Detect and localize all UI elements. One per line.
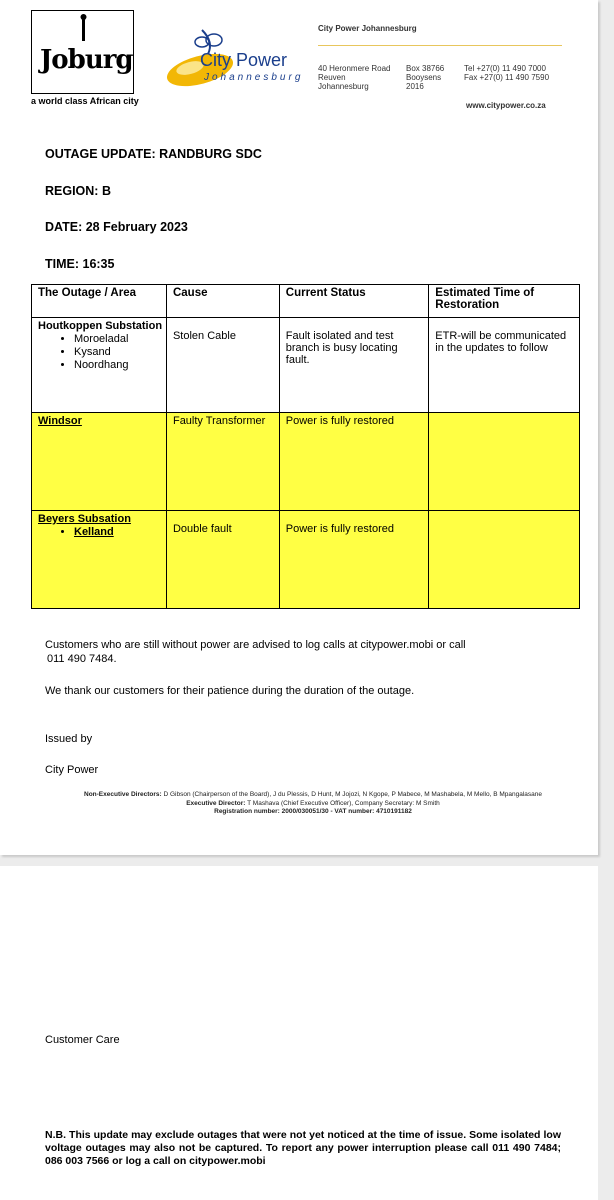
thanks-text: We thank our customers for their patience during the duration of the outage. — [45, 685, 415, 697]
customer-care: Customer Care — [45, 1034, 120, 1046]
list-item: • Noordhang — [74, 359, 160, 371]
sub-area-list — [38, 333, 160, 371]
fax-line: Fax +27(0) 11 490 7590 — [464, 73, 550, 82]
phone-block — [464, 64, 549, 82]
advice-line: Customers who are still without power are advised to log calls at citypower.mobi or call — [45, 639, 466, 651]
time: TIME: 16:35 — [45, 257, 115, 271]
header-cause: Cause — [166, 285, 279, 318]
cause-cell: Double fault — [166, 511, 279, 609]
etr-cell — [429, 413, 580, 511]
area-cell — [32, 318, 167, 413]
company-name: City Power Johannesburg — [318, 24, 417, 33]
cause-cell: Stolen Cable — [166, 318, 279, 413]
box-block — [406, 64, 444, 91]
address-block — [318, 64, 390, 91]
header-etr: Estimated Time of Restoration — [429, 285, 580, 318]
table-row — [32, 511, 580, 609]
cause-cell: Faulty Transformer — [166, 413, 279, 511]
area-cell — [32, 511, 167, 609]
header-divider — [318, 45, 562, 46]
status-cell: Power is fully restored — [279, 413, 429, 511]
exec-label: Executive Director: — [186, 799, 246, 807]
city-power-title: City Power — [200, 50, 288, 70]
area-name: Beyers Subsation — [38, 513, 131, 525]
box-line: Booysens — [406, 73, 442, 82]
nb-notice: N.B. This update may exclude outages that were not yet noticed at the time of issue. Some isolated low voltage outages may also not be captured. To report any power interruption please call 011 490 7484; 086 003 7566 or log a call on citypower.mobi — [45, 1129, 561, 1167]
issued-by: Issued by — [45, 733, 93, 745]
exec-director: T Mashava (Chief Executive Officer), Company Secretary: M Smith — [247, 799, 440, 807]
etr-cell: ETR-will be communicated in the updates to follow — [429, 318, 580, 413]
phone-line: Tel +27(0) 11 490 7000 — [464, 64, 546, 73]
box-line: 2016 — [406, 82, 424, 91]
box-line: Box 38766 — [406, 64, 445, 73]
issuer: City Power — [45, 764, 99, 776]
address-line: Johannesburg — [318, 82, 369, 91]
area-name: Houtkoppen Substation — [38, 320, 163, 332]
header-area: The Outage / Area — [32, 285, 167, 318]
joburg-logo — [31, 10, 134, 94]
non-exec-directors: D Gibson (Chairperson of the Board), J du Plessis, D Hunt, M Jojozi, N Kgope, P Mabece, M Mashabela, M Mello, B Mpangalasane — [163, 791, 542, 798]
region: REGION: B — [45, 184, 111, 198]
date: DATE: 28 February 2023 — [45, 220, 188, 234]
advice-text — [45, 638, 466, 666]
address-line: Reuven — [318, 73, 346, 82]
outage-table — [31, 284, 580, 609]
table-header-row — [32, 285, 580, 318]
status-cell: Power is fully restored — [279, 511, 429, 609]
etr-cell — [429, 511, 580, 609]
joburg-tagline: a world class African city — [31, 96, 139, 106]
area-cell — [32, 413, 167, 511]
registration: Registration number: 2000/030051/30 - VAT number: 4710191182 — [214, 808, 412, 815]
table-row — [32, 318, 580, 413]
update-title: OUTAGE UPDATE: RANDBURG SDC — [45, 147, 262, 161]
header-status: Current Status — [279, 285, 429, 318]
status-cell: Fault isolated and test branch is busy locating fault. — [279, 318, 429, 413]
area-name: Windsor — [38, 415, 82, 427]
address-line: 40 Heronmere Road — [318, 64, 391, 73]
list-item: • Kelland — [74, 526, 160, 538]
list-item: • Moroeladal — [74, 333, 160, 345]
non-exec-label: Non-Executive Directors: — [84, 791, 162, 798]
joburg-logo-text: Joburg — [40, 45, 133, 75]
city-power-subtitle: Johannesburg — [204, 72, 304, 83]
table-row — [32, 413, 580, 511]
website: www.citypower.co.za — [466, 101, 546, 110]
sub-area-list — [38, 526, 160, 538]
list-item: • Kysand — [74, 346, 160, 358]
directors-footer — [28, 791, 598, 817]
advice-phone: 011 490 7484. — [47, 653, 117, 665]
